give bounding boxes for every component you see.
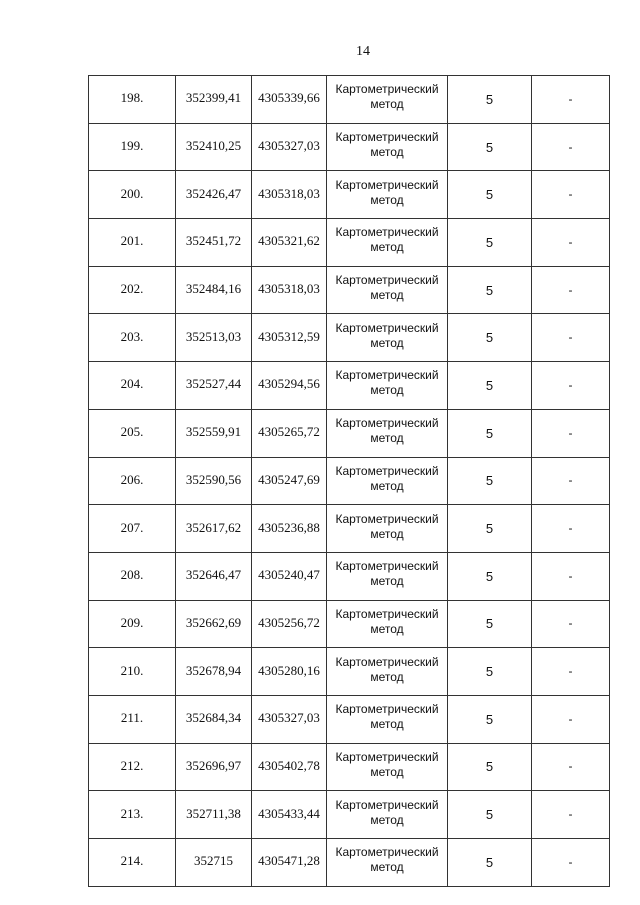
method-line-2: метод	[370, 621, 404, 636]
table-row	[89, 457, 610, 505]
x-coordinate-cell: 352451,72	[176, 219, 252, 267]
x-coordinate-cell: 352711,38	[176, 791, 252, 839]
method-cell	[327, 743, 448, 791]
point-number-cell: 199.	[89, 123, 176, 171]
note-cell: -	[532, 76, 610, 124]
x-coordinate-cell: 352678,94	[176, 648, 252, 696]
method-line-2: метод	[370, 860, 404, 875]
method-line-2: метод	[370, 240, 404, 255]
accuracy-cell: 5	[448, 409, 532, 457]
accuracy-cell: 5	[448, 314, 532, 362]
method-line-1: Картометрический	[335, 225, 439, 240]
accuracy-cell: 5	[448, 219, 532, 267]
accuracy-cell: 5	[448, 362, 532, 410]
method-cell	[327, 219, 448, 267]
table-row	[89, 600, 610, 648]
note-cell: -	[532, 409, 610, 457]
point-number-cell: 202.	[89, 266, 176, 314]
point-number-cell: 201.	[89, 219, 176, 267]
method-line-1: Картометрический	[335, 511, 439, 526]
method-line-1: Картометрический	[335, 845, 439, 860]
method-line-1: Картометрический	[335, 559, 439, 574]
table-row	[89, 695, 610, 743]
table-body	[89, 76, 610, 887]
y-coordinate-cell: 4305339,66	[252, 76, 327, 124]
x-coordinate-cell: 352646,47	[176, 552, 252, 600]
method-line-1: Картометрический	[335, 416, 439, 431]
method-line-1: Картометрический	[335, 797, 439, 812]
accuracy-cell: 5	[448, 457, 532, 505]
accuracy-cell: 5	[448, 839, 532, 887]
table-row	[89, 552, 610, 600]
point-number-cell: 207.	[89, 505, 176, 553]
method-cell	[327, 171, 448, 219]
x-coordinate-cell: 352715	[176, 839, 252, 887]
y-coordinate-cell: 4305240,47	[252, 552, 327, 600]
method-line-1: Картометрический	[335, 177, 439, 192]
method-line-1: Картометрический	[335, 702, 439, 717]
point-number-cell: 214.	[89, 839, 176, 887]
method-line-1: Картометрический	[335, 654, 439, 669]
table-row	[89, 76, 610, 124]
method-line-2: метод	[370, 526, 404, 541]
accuracy-cell: 5	[448, 266, 532, 314]
note-cell: -	[532, 505, 610, 553]
table-row	[89, 409, 610, 457]
method-cell	[327, 552, 448, 600]
y-coordinate-cell: 4305256,72	[252, 600, 327, 648]
y-coordinate-cell: 4305327,03	[252, 695, 327, 743]
note-cell: -	[532, 791, 610, 839]
point-number-cell: 212.	[89, 743, 176, 791]
table-row	[89, 505, 610, 553]
note-cell: -	[532, 743, 610, 791]
table-row	[89, 743, 610, 791]
method-line-2: метод	[370, 574, 404, 589]
method-cell	[327, 648, 448, 696]
point-number-cell: 211.	[89, 695, 176, 743]
accuracy-cell: 5	[448, 123, 532, 171]
method-line-1: Картометрический	[335, 463, 439, 478]
accuracy-cell: 5	[448, 600, 532, 648]
table-row	[89, 362, 610, 410]
accuracy-cell: 5	[448, 171, 532, 219]
x-coordinate-cell: 352410,25	[176, 123, 252, 171]
point-number-cell: 210.	[89, 648, 176, 696]
method-line-2: метод	[370, 145, 404, 160]
accuracy-cell: 5	[448, 505, 532, 553]
method-line-1: Картометрический	[335, 368, 439, 383]
method-cell	[327, 600, 448, 648]
point-number-cell: 200.	[89, 171, 176, 219]
method-line-2: метод	[370, 669, 404, 684]
table-row	[89, 171, 610, 219]
note-cell: -	[532, 457, 610, 505]
x-coordinate-cell: 352662,69	[176, 600, 252, 648]
accuracy-cell: 5	[448, 695, 532, 743]
method-line-2: метод	[370, 97, 404, 112]
method-cell	[327, 314, 448, 362]
method-line-1: Картометрический	[335, 82, 439, 97]
accuracy-cell: 5	[448, 791, 532, 839]
method-line-2: метод	[370, 288, 404, 303]
method-line-1: Картометрический	[335, 749, 439, 764]
y-coordinate-cell: 4305433,44	[252, 791, 327, 839]
x-coordinate-cell: 352527,44	[176, 362, 252, 410]
table-row	[89, 648, 610, 696]
table-row	[89, 839, 610, 887]
accuracy-cell: 5	[448, 552, 532, 600]
method-cell	[327, 839, 448, 887]
x-coordinate-cell: 352513,03	[176, 314, 252, 362]
coordinates-table	[88, 75, 610, 887]
accuracy-cell: 5	[448, 76, 532, 124]
method-line-1: Картометрический	[335, 320, 439, 335]
y-coordinate-cell: 4305471,28	[252, 839, 327, 887]
point-number-cell: 203.	[89, 314, 176, 362]
point-number-cell: 213.	[89, 791, 176, 839]
x-coordinate-cell: 352590,56	[176, 457, 252, 505]
y-coordinate-cell: 4305265,72	[252, 409, 327, 457]
note-cell: -	[532, 362, 610, 410]
x-coordinate-cell: 352484,16	[176, 266, 252, 314]
method-line-1: Картометрический	[335, 130, 439, 145]
note-cell: -	[532, 600, 610, 648]
accuracy-cell: 5	[448, 648, 532, 696]
note-cell: -	[532, 266, 610, 314]
note-cell: -	[532, 839, 610, 887]
y-coordinate-cell: 4305402,78	[252, 743, 327, 791]
method-cell	[327, 791, 448, 839]
note-cell: -	[532, 314, 610, 362]
table-row	[89, 266, 610, 314]
method-line-2: метод	[370, 478, 404, 493]
page-number: 14	[356, 44, 370, 59]
method-line-2: метод	[370, 764, 404, 779]
y-coordinate-cell: 4305318,03	[252, 171, 327, 219]
method-line-2: метод	[370, 812, 404, 827]
method-cell	[327, 362, 448, 410]
x-coordinate-cell: 352559,91	[176, 409, 252, 457]
table-row	[89, 219, 610, 267]
note-cell: -	[532, 552, 610, 600]
method-cell	[327, 409, 448, 457]
method-cell	[327, 457, 448, 505]
point-number-cell: 198.	[89, 76, 176, 124]
point-number-cell: 204.	[89, 362, 176, 410]
method-cell	[327, 505, 448, 553]
accuracy-cell: 5	[448, 743, 532, 791]
x-coordinate-cell: 352617,62	[176, 505, 252, 553]
method-line-2: метод	[370, 431, 404, 446]
method-line-1: Картометрический	[335, 606, 439, 621]
y-coordinate-cell: 4305236,88	[252, 505, 327, 553]
method-line-2: метод	[370, 383, 404, 398]
note-cell: -	[532, 648, 610, 696]
point-number-cell: 206.	[89, 457, 176, 505]
method-line-2: метод	[370, 717, 404, 732]
y-coordinate-cell: 4305280,16	[252, 648, 327, 696]
method-cell	[327, 266, 448, 314]
method-line-2: метод	[370, 335, 404, 350]
method-line-2: метод	[370, 192, 404, 207]
y-coordinate-cell: 4305312,59	[252, 314, 327, 362]
x-coordinate-cell: 352399,41	[176, 76, 252, 124]
point-number-cell: 205.	[89, 409, 176, 457]
table-row	[89, 314, 610, 362]
note-cell: -	[532, 171, 610, 219]
method-line-1: Картометрический	[335, 273, 439, 288]
y-coordinate-cell: 4305318,03	[252, 266, 327, 314]
x-coordinate-cell: 352426,47	[176, 171, 252, 219]
method-cell	[327, 123, 448, 171]
y-coordinate-cell: 4305321,62	[252, 219, 327, 267]
y-coordinate-cell: 4305247,69	[252, 457, 327, 505]
y-coordinate-cell: 4305327,03	[252, 123, 327, 171]
point-number-cell: 208.	[89, 552, 176, 600]
point-number-cell: 209.	[89, 600, 176, 648]
note-cell: -	[532, 123, 610, 171]
method-cell	[327, 76, 448, 124]
x-coordinate-cell: 352684,34	[176, 695, 252, 743]
table-row	[89, 791, 610, 839]
x-coordinate-cell: 352696,97	[176, 743, 252, 791]
note-cell: -	[532, 219, 610, 267]
note-cell: -	[532, 695, 610, 743]
y-coordinate-cell: 4305294,56	[252, 362, 327, 410]
table-row	[89, 123, 610, 171]
method-cell	[327, 695, 448, 743]
